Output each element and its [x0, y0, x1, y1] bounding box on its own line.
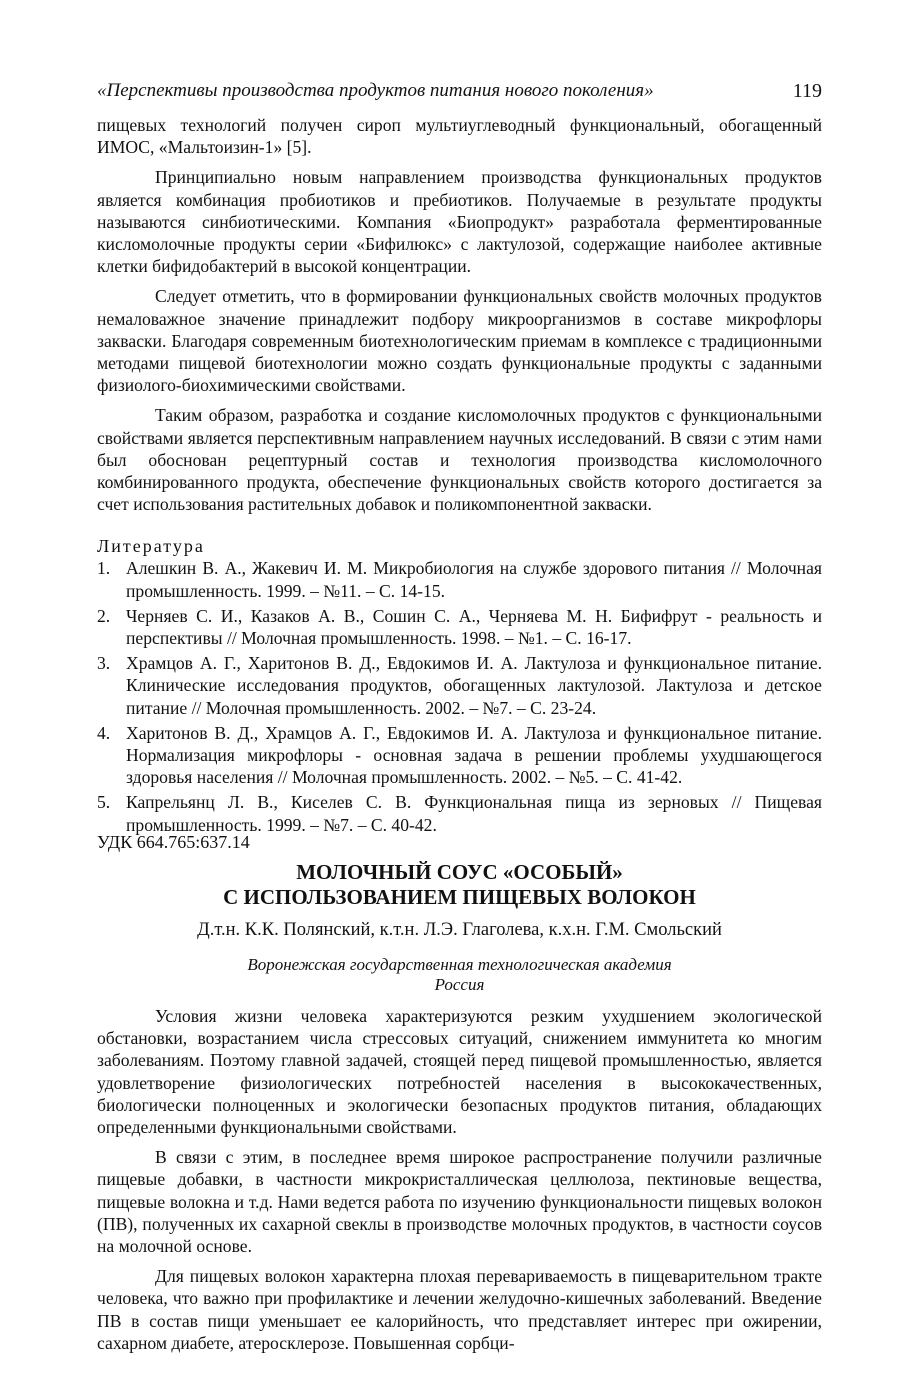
running-head [97, 80, 822, 103]
reference-number: 1. [97, 558, 111, 579]
affiliation-block [97, 955, 822, 995]
article-paragraph: Условия жизни человека характеризуются резким ухудшением экологической обстановки, возрастанием числа стрессовых ситуаций, снижением иммунитета ко многим заболеваниям. Поэтому главной задачей, стоящей перед пищевой промышленностью, является удовлетворение физиологических потребностей населения в высококачественных, биологически полноценных и экологически безопасных продуктов питания, обладающих определенными функциональными свойствами. [97, 1006, 822, 1138]
udc-code: УДК 664.765:637.14 [97, 832, 250, 852]
intro-paragraph: Следует отметить, что в формировании функциональных свойств молочных продуктов немаловажное значение принадлежит подбору микроорганизмов в составе микрофлоры закваски. Благодаря современным биотехнологическим приемам в комплексе с традиционными методами пищевой биотехнологии можно создать функциональные продукты с заданными физиолого-биохимическими свойствами. [97, 286, 822, 396]
reference-number: 3. [97, 653, 111, 674]
reference-item [97, 605, 822, 649]
article-paragraph: В связи с этим, в последнее время широкое распространение получили различные пищевые добавки, в частности микрокристаллическая целлюлоза, пектиновые вещества, пищевые волокна и т.д. Нами ведется работа по изучению функциональности пищевых волокон (ПВ), полученных их сахарной свеклы в производстве молочных продуктов, в частности соусов на молочной основе. [97, 1147, 822, 1257]
reference-number: 4. [97, 722, 111, 743]
reference-number: 2. [97, 605, 111, 626]
reference-text: Харитонов В. Д., Храмцов А. Г., Евдокимов И. А. Лактулоза и функциональное питание. Нормализация микрофлоры - основная задача в решении проблемы ухудшающегося здоровья населения // Молочная промышленность. 2002. – №5. – С. 41-42. [126, 722, 822, 788]
article-title-line: МОЛОЧНЫЙ СОУС «ОСОБЫЙ» [296, 860, 623, 884]
running-title: «Перспективы производства продуктов питания нового поколения» [97, 80, 654, 101]
reference-text: Храмцов А. Г., Харитонов В. Д., Евдокимов И. А. Лактулоза и функциональное питание. Клинические исследования продуктов, обогащенных лактулозой. Лактулоза и детское питание // Молочная промышленность. 2002. – №7. – С. 23-24. [126, 653, 822, 718]
intro-section [97, 114, 822, 836]
reference-number: 5. [97, 792, 111, 813]
reference-item [97, 791, 822, 835]
references-list [97, 557, 822, 835]
intro-paragraph: Таким образом, разработка и создание кисломолочных продуктов с функциональными свойствами является перспективным направлением научных исследований. В связи с этим нами был обоснован рецептурный состав и технология производства кисломолочного комбинированного продукта, обеспечение функциональных свойств которого достигается за счет использования растительных добавок и поликомпонентной закваски. [97, 405, 822, 515]
article-body [97, 1005, 822, 1354]
reference-text: Алешкин В. А., Жакевич И. М. Микробиология на службе здорового питания // Молочная промышленность. 1999. – №11. – С. 14-15. [126, 558, 822, 601]
reference-item [97, 557, 822, 601]
affiliation: Воронежская государственная технологическая академия [247, 955, 672, 974]
references-heading: Литература [97, 536, 205, 557]
intro-paragraph: пищевых технологий получен сироп мультиуглеводный функциональный, обогащенный ИМОС, «Мальтоизин-1» [5]. [97, 115, 822, 158]
reference-text: Черняев С. И., Казаков А. В., Сошин С. А., Черняева М. Н. Бифифрут - реальность и перспективы // Молочная промышленность. 1998. – №1. – С. 16-17. [126, 605, 822, 649]
intro-paragraph: Принципиально новым направлением производства функциональных продуктов является комбинация пробиотиков и пребиотиков. Получаемые в результате продукты называются синбиотическими. Компания «Биопродукт» разработала ферментированные кисломолочные продукты серии «Бифилюкс» с лактулозой, содержащие наиболее активные клетки бифидобактерий в высокой концентрации. [97, 167, 822, 277]
reference-item [97, 652, 822, 719]
reference-text: Капрельянц Л. В., Киселев С. В. Функциональная пища из зерновых // Пищевая промышленность. 1999. – №7. – С. 40-42. [126, 792, 822, 835]
country: Россия [434, 975, 485, 994]
reference-item [97, 722, 822, 789]
page-number: 119 [792, 80, 822, 102]
article-authors: Д.т.н. К.К. Полянский, к.т.н. Л.Э. Глаголева, к.х.н. Г.М. Смольский [197, 920, 722, 940]
article-title-line: С ИСПОЛЬЗОВАНИЕМ ПИЩЕВЫХ ВОЛОКОН [223, 885, 696, 909]
article-title [97, 860, 822, 910]
article-paragraph: Для пищевых волокон характерна плохая перевариваемость в пищеварительном тракте человека, что важно при профилактике и лечении желудочно-кишечных заболеваний. Введение ПВ в состав пищи уменьшает ее калорийность, что представляет интерес при ожирении, сахарном диабете, атеросклерозе. Повышенная сорбци- [97, 1266, 822, 1353]
